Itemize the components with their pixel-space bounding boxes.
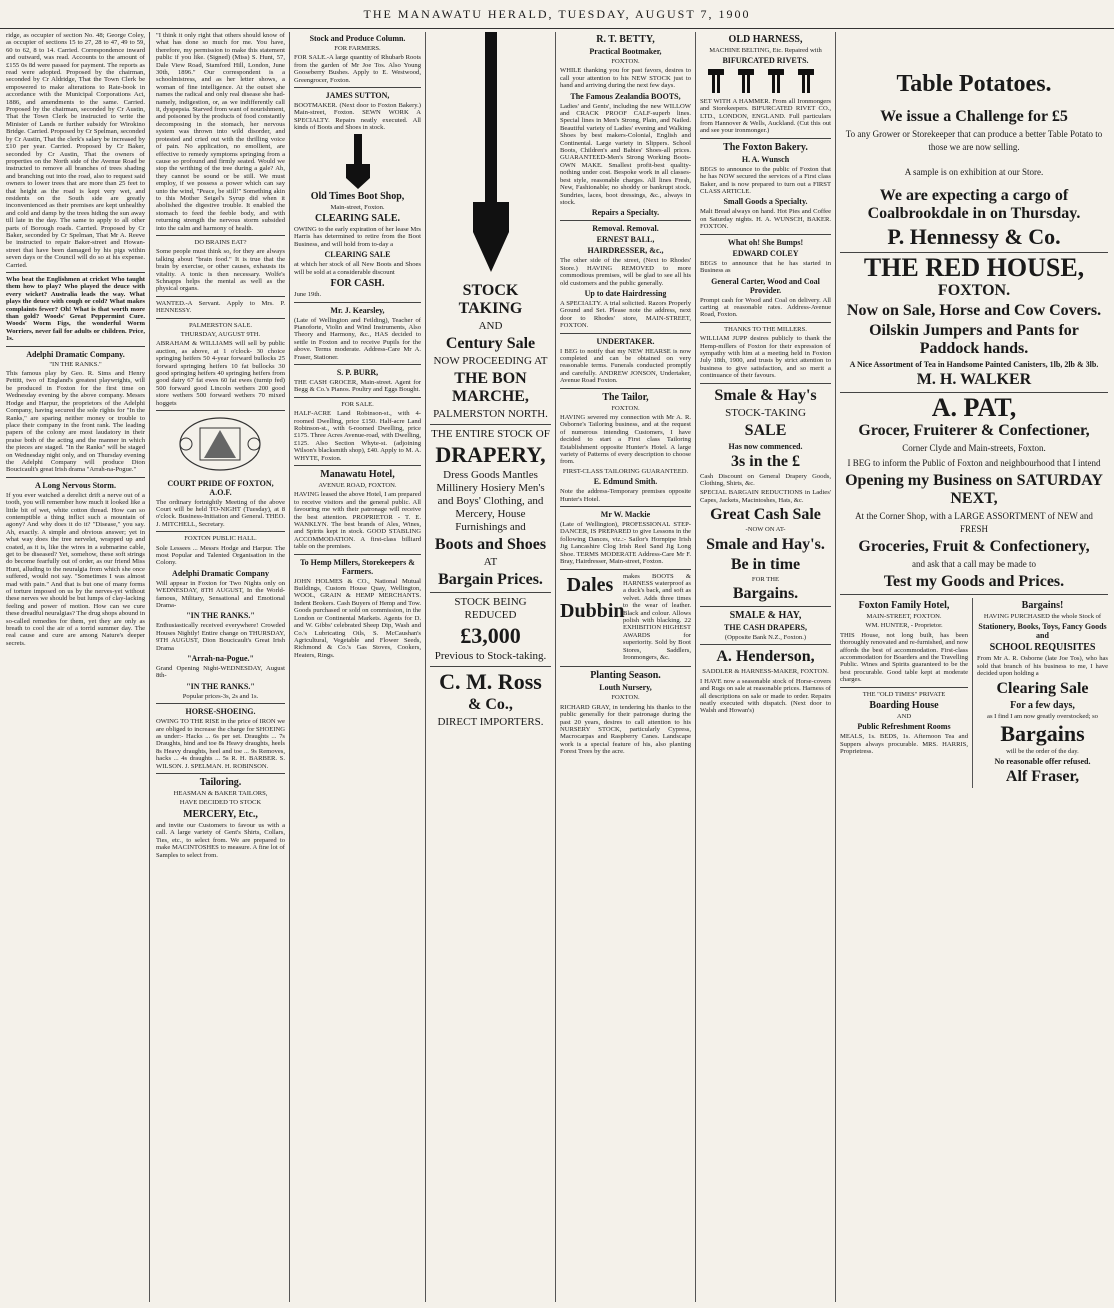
saddler-heading: SADDLER & HARNESS-MAKER, FOXTON.: [702, 668, 829, 676]
millers-text: WILLIAM JUPP desires publicly to thank the Hemp-millers of Foxton for their expression of sympathy with him at a meeting held in Foxton July 18th, 1900, and trusts by strict attention to business to give satisfaction, and so merit a continuance of their favours.: [700, 335, 831, 380]
stocktaking-heading: STOCK TAKING: [458, 282, 523, 317]
adelphi-ad-heading: Adelphi Dramatic Company: [172, 568, 269, 578]
heasman-text: HAVE DECIDED TO STOCK: [179, 799, 262, 807]
mackie-heading: Mr W. Mackie: [600, 510, 651, 520]
ball-sub: HAIRDRESSER, &c.,: [587, 246, 664, 256]
louth-text: RICHARD GRAY, in tendering his thanks to the public generally for their patronage during the past 20 years, desires to call attention to his NURSERY STOCK, particularly Cypress, Macrocarpas and Raspberry Canes. Landscape work is a special feature of his, also planting Forest Trees by the acre.: [560, 703, 691, 756]
tailoring-heading: Tailoring.: [199, 777, 242, 789]
smale-stocktaking: STOCK-TAKING: [725, 406, 806, 419]
smale-sale: SALE: [744, 421, 787, 439]
fraser-bargains: Bargains: [1000, 721, 1085, 747]
harness-heading: OLD HARNESS,: [728, 34, 803, 45]
tea-assortment: A Nice Assortment of Tea in Handsome Painted Canisters, 1lb, 2lb & 3lb.: [849, 360, 1099, 369]
undertaker-heading: UNDERTAKER.: [596, 336, 655, 346]
family-hotel-ad: [840, 598, 973, 788]
order-of-day: will be the order of the day.: [1006, 748, 1079, 756]
bumps-heading: What oh! She Bumps!: [727, 237, 804, 247]
special-bargain: SPECIAL BARGAIN REDUCTIONS in Ladies' Capes, Jackets, Macintoshes, Hats, &c.: [700, 489, 831, 504]
betty-sub: Practical Bootmaker,: [589, 47, 662, 56]
betty-location: FOXTON.: [611, 58, 640, 65]
direct-importers: DIRECT IMPORTERS.: [437, 716, 544, 728]
louth-location: FOXTON.: [611, 694, 640, 702]
wunsch-text: BEGS to announce to the public of Foxton that he has NOW secured the services of a First class Baker, and is now prepared to turn out a FIRST CLASS ARTICLE.: [700, 165, 831, 196]
hall-text: Sole Lessees ... Messrs Hodge and Harpur. The most Popular and Talented Organisation in the Colony.: [156, 544, 285, 567]
opening-business: Opening my Business on SATURDAY NEXT,: [845, 472, 1103, 507]
smale-hays: Smale and Hay's.: [706, 535, 825, 553]
family-hotel-text: THIS House, not long built, has been thoroughly renovated and re-furnished, and now affords the best of accommodation. First-class accommodation for Boarders and the Travelling Public. Wines and Spirits guaranteed to be the best procurable. Good table kept at moderate charges.: [840, 631, 968, 684]
arrah-title: "Arrah-na-Pogue.": [187, 654, 254, 663]
table-potatoes: Table Potatoes.: [896, 71, 1052, 97]
column-2: [152, 32, 290, 1302]
for-cash: FOR CASH.: [330, 278, 385, 290]
adelphi-article: This famous play by Geo. R. Sims and Henry Pettitt, two of England's greatest playwrights, will be produced in Foxton for the first time on Wednesday evening by the above company. Messrs Hodge and Harpur, the proprietors of the Adelphi Company, having secured the sole rights for "In the Ranks," are sparing neither money or trouble to place their company in the front rank. The leading papers of the colony are most laudatory in their praise both of the acting and the manner in which the pieces are staged. "In the Ranks" will be staged on Wednesday night only, and on Thursday evening the Adelphi Company will produce Dion Boucicault's great Irish drama "Arrah-na-Pogue.": [6, 370, 145, 474]
june-date: June 19th.: [294, 291, 322, 299]
grand-opening: Grand Opening Night-WEDNESDAY, August 8th-: [156, 665, 285, 680]
zealandia-heading: The Famous Zealandia BOOTS,: [570, 91, 681, 101]
school-requisites: SCHOOL REQUISITES: [989, 642, 1096, 654]
clearing-sale-heading: CLEARING SALE.: [314, 213, 401, 225]
louth-nursery: Louth Nursery,: [599, 683, 652, 693]
brains-heading: DO BRAINS EAT?: [194, 238, 247, 246]
brains-text: Some people must think so, for they are always talking about "brain food." It is true that the brain by exercise, or other causes, exhausts its vitality. A tonic is then necessary. Wolfe's Schnapps helps the mental as well as the physical organs.: [156, 248, 285, 293]
burr-text: THE CASH GROCER, Main-street. Agent for Begg & Co.'s Pianos. Poultry and Eggs Bought.: [294, 378, 421, 394]
adelphi-ad-text-2: Enthusiastically received everywhere! Crowded Houses Nightly! Entire change on THURSDAY, 9TH AUGUST, Dion Boucicault's Great Irish Drama: [156, 622, 285, 652]
beg-inform: I BEG to inform the Public of Foxton and neighbourhood that I intend: [847, 458, 1101, 468]
ball-text: The other side of the street, (Next to Rhodes' Store.) HAVING REMOVED to more commodious premises, will be glad to see all his old customers and the public generally.: [560, 257, 691, 287]
carter-text: Prompt cash for Wood and Coal on delivery. All carting at reasonable rates. Address-Avenue Road, Foxton.: [700, 296, 831, 319]
groceries-heading: Groceries, Fruit & Confectionery,: [858, 538, 1090, 555]
wunsch-name: H. A. Wunsch: [741, 154, 790, 164]
grocer-heading: Grocer, Fruiterer & Confectioner,: [858, 422, 1090, 439]
smith-name: E. Edmund Smith.: [593, 477, 658, 487]
sample-text: A sample is on exhibition at our Store.: [904, 167, 1044, 177]
bargain-prices: Bargain Prices.: [438, 571, 543, 588]
reduction-amount: £3,000: [460, 623, 521, 648]
palmerston-sale-heading: PALMERSTON SALE.: [188, 321, 253, 329]
palmerston-sale-date: THURSDAY, AUGUST 9TH.: [180, 331, 261, 339]
uptodate-text: A SPECIALTY. A trial solicited. Razors Properly Ground and Set. Please note the address, next door to Rhodes' store, MAIN-STREET, FOXTON.: [560, 299, 691, 330]
smale-hay-name: SMALE & HAY,: [729, 610, 802, 621]
dubbin-word: Dubbin: [560, 599, 625, 622]
adelphi-heading: Adelphi Dramatic Company.: [26, 349, 125, 359]
ross-name: C. M. Ross: [439, 669, 542, 694]
large-pointing-hand-icon: [430, 32, 551, 282]
at-word: AT: [483, 556, 498, 568]
column-7: [836, 32, 1112, 1302]
cure-article: "I think it only right that others should know of what has done so much for me. You have, therefore, my permission to make this statement public if you like. (Signed) (Miss) S. Hunt, 57, Dale View Road, Stamford Hill, London, June 30th, 1896." Our correspondent is a schoolmistress, and as her letter shows, a woman of fine intelligence. At the outset she names the radical and only real disease she had-namely, indigestion, or, as we indifferently call it, dyspepsia. Starved from want of nourishment, and poisoned by the products of food constantly decomposing in the stomach, her nervous system was thrown into wild disorder, and protested and cried out with the thrilling voice of pain. No application, no emollient, are effective to remedy symptoms springing from a cause so profound and firmly seated. Would we stop the writhing of the tree during a gale? Ah, they cannot be sound or be still. We must employ, if we possess a power which can say unto the wind, "Peace, be still!" Something akin to this Mother Seigel's Syrup did when it abolished the digestive trouble. It enabled the stomach to feed the feeble body, and with returning strength the nervous storm subsided into the calm and harmony of health.: [156, 32, 285, 232]
fraser-name: Alf Fraser,: [1005, 768, 1080, 786]
three-shillings: 3s in the £: [731, 452, 800, 470]
harness-text: SET WITH A HAMMER. From all Ironmongers and Storekeepers. BIFURCATED RIVET CO., LTD., LONDON, ENGLAND. Full particulars from Hannover & Wells, Auckland. (Cut this out and see your ironmonger.): [700, 97, 831, 135]
refreshment-rooms: Public Refreshment Rooms: [857, 722, 951, 732]
now-on-at: -NOW ON AT-: [745, 526, 786, 534]
clearing-sale: Clearing Sale: [996, 679, 1089, 697]
boarding-house: Boarding House: [869, 700, 939, 712]
uptodate-heading: Up to date Hairdressing: [584, 288, 667, 298]
mackie-text: (Late of Wellington), PROFESSIONAL STEP-DANCER, IS PREPARED to give Lessons in the following Dances, viz.:- Sailor's Hornpipe Irish Jig Lancashire Clog Irish Reel Sand Jig Long Shoe. TERMS MODERATE Address-Care Mr F. Bray, Hairdresser, Main-street, Foxton.: [560, 521, 691, 566]
challenge: We issue a Challenge for £5: [880, 108, 1068, 125]
meals-text: MEALS, 1s. BEDS, 1s. Afternoon Tea and Suppers always procurable. MRS. HARRIS, Proprietress.: [840, 733, 968, 756]
dales-text: makes BOOTS & HARNESS waterproof as a duck's back, and soft as velvet. Adds three times to the wear of leather. Black and colour. Allows polish with blacking. 22 EXHIBITION HIGHEST AWARDS for superiority. Sold by Boot Stores, Saddlers, Ironmongers, &c.: [623, 572, 691, 661]
betty-heading: R. T. BETTY,: [596, 34, 655, 45]
wanted-ad: WANTED.-A Servant. Apply to Mrs. P. HENNESSY.: [156, 299, 285, 315]
sutton-text: BOOTMAKER. (Next door to Foxton Bakery.) Main-street, Foxton. SEWN WORK A SPECIALTY. Repairs neatly executed. All kinds of Boots and Shoes in stock.: [294, 102, 421, 132]
court-text: The ordinary fortnightly Meeting of the above Court will be held TO-NIGHT (Tuesday), at 8 o'clock. Business-Initiation and General. THEO. J. MITCHELL, Secretary.: [156, 498, 285, 528]
small-goods-text: Malt Bread always on hand. Hot Pies and Coffee on Saturday nights. H. A. WUNSCH, BAKER. FOXTON.: [700, 208, 831, 231]
corner-address: Corner Clyde and Main-streets, Foxton.: [902, 443, 1046, 453]
for-farmers-text: FOR SALE.-A large quantity of Rhubarb Roots from the garden of Mr Joe Tos. Also Young Gooseberry Bushes. Apply to E. Westwood, Greengrocer, Foxton.: [294, 54, 421, 84]
hemp-text: JOHN HOLMES & CO., National Mutual Buildings, Custom House Quay, Wellington, WOOL, GRAIN & HEMP MERCHANTS. Indent Brokers. Cash Buyers of Hemp and Tow. Goods purchased or sold on commission, in the London or Continental Markets. Agents for D. and W. Gibbs' celebrated Sheep Dip, Wash and Co.'s Lubricating Oils, S. McCaushan's Agricultural, Vegetable and Flower Seeds, Richmond & Co.'s Gas Stoves, Cookers, Heaters, Rings.: [294, 577, 421, 659]
adelphi-ad-text: Will appear in Foxton for Two Nights only on WEDNESDAY, 8TH AUGUST, In the World-famous, Military, Sensational and Emotional Drama-: [156, 579, 285, 609]
previous-stocktaking: Previous to Stock-taking.: [434, 650, 547, 662]
smith-text: Note the address-Temporary premises opposite Hunter's Hotel.: [560, 488, 691, 503]
tailor-text: HAVING severed my connection with Mr A. R. Osborne's Tailoring business, and at the request of numerous intending Customers, I have decided to start a First class Tailoring Establishment opposite Hunter's Hotel. A large variety of Patterns of every description to choose from.: [560, 414, 691, 466]
kearsley-heading: Mr. J. Kearsley,: [330, 305, 385, 315]
smale-heading: Smale & Hay's: [714, 386, 817, 404]
foresters-emblem-icon: [156, 414, 284, 474]
for-sale-text: HALF-ACRE Land Robinson-st., with 4-roomed Dwelling, price £150. Half-acre Land Robinson-st., with 6-roomed Dwelling, price £175. Three Acres Avenue-road, with Dwelling, £125. Also Section Whyte-st. (adjoining Wilson's blacksmith shop), £40. Apply to M. A. WHYTE, Foxton.: [294, 410, 421, 462]
burr-heading: S. P. BURR,: [336, 367, 379, 377]
having-purchased: HAVING PURCHASED the whole Stock of: [983, 613, 1102, 620]
nervous-heading: A Long Nervous Storm.: [35, 480, 116, 490]
coalbrookdale: We are expecting a cargo of Coalbrookdale in on Thursday.: [867, 187, 1081, 222]
removal-heading: Removal. Removal.: [592, 224, 659, 234]
for-sale-heading: FOR SALE.: [341, 400, 374, 408]
oldtimes-heading: Old Times Boot Shop,: [310, 190, 405, 202]
millers-heading: THANKS TO THE MILLERS.: [724, 325, 807, 333]
ranks-banner-2: "IN THE RANKS.": [186, 681, 255, 691]
clearing-text: OWING to the early expiration of her lease Mrs Harris has determined to retire from the Boot Business, and will hold from to-day a: [294, 226, 421, 248]
bargains-heading: Bargains!: [1021, 600, 1064, 611]
heasman-name: HEASMAN & BAKER TAILORS,: [173, 790, 268, 798]
court-heading: COURT PRIDE OF FOXTON, A.O.F.: [167, 478, 274, 497]
pat-name: A. PAT,: [931, 393, 1017, 422]
from-osborne: From Mr A. R. Osborne (late Joe Tos), who has sold that branch of his business to me, I have decided upon holding a: [977, 655, 1108, 678]
cricket-riddle: Who beat the Englishmen at cricket Who taught them how to play? Who played the deuce with every wicket? Australia leads the way. What plays the deuce with cough or cold? What makes complaints fewer? Oh! What is that worth more than gold? Woods' Great Peppermint Cure. Woods' Worm Figs, the wonderful Worm Worriers, never fail for adults or children. Price, 1s.: [6, 276, 145, 343]
pointing-hand-icon: [294, 134, 421, 189]
corner-shop: At the Corner Shop, with a LARGE ASSORTMENT of NEW and FRESH: [855, 511, 1093, 534]
heasman-text-2: and invite our Customers to favour us with a call. A large variety of Gent's Shirts, Collars, Ties, etc., to select from. We are prepared to make MACINTOSHES to measure. A fine lot of Samples to select from.: [156, 821, 285, 859]
sutton-heading: JAMES SUTTON,: [325, 91, 390, 101]
walker-name: M. H. WALKER: [916, 371, 1032, 388]
and-word: AND: [478, 320, 503, 332]
be-in-time: Be in time: [730, 555, 801, 573]
manawatu-hotel-sub: AVENUE ROAD, FOXTON.: [318, 482, 397, 489]
nervous-article: If you ever watched a derelict drift a nerve out of a tooth, you will remember how much it looked like a little bit of wet, white cotton thread. How can so contemptible a thing inflict such a mountain of agony? And why does it do it? "Disease," you say. Ah, exactly. A simple and obvious answer; yet in what way does the tree nervelet, wrapped up and coated, as it is, like the wires in a submarine cable, get to be diseased? Yet, somehow, these soft strings do become fearfully out of order, as our friend Miss Hunt, alluding to the neuralgia from which she once suffered, would not say. "Sometimes I was almost mad with pain." And that is but one of many forms of torture imposed on us by the nerves-yet without these nerves we should be but lumps of clay-lacking feeling and power of motion. How can we cure these dreadful neuralgias? The drug shops abound in so-called remedies for them, yet they are only as breath to cool the air of a torrid summer day. The real cause and cure are among Nature's deeper secrets.: [6, 491, 145, 647]
challenge-text: To any Grower or Storekeeper that can produce a better Table Potato to those we are now selling.: [845, 129, 1103, 152]
column-6: [696, 32, 836, 1302]
great-cash-sale: Great Cash Sale: [710, 506, 821, 524]
carter-heading: General Carter, Wood and Coal Provider.: [711, 276, 820, 295]
column-5: [556, 32, 696, 1302]
horse-shoeing-text: OWING TO THE RISE in the price of IRON we are obliged to increase the charge for SHOEING as under:- Hacks ... 6s per set. Draughts ... 7s Draughts, hind and toe 8s Heavy draughts, heels 8s Heavy draughts, heel and toe ... 9s Removes, hacks ... 4s draughts ... 5s R. H. BARBER. S. WILSON. J. SPELMAN. H. ROBINSON.: [156, 718, 285, 770]
red-house: THE RED HOUSE,: [863, 253, 1085, 282]
harness-sub: MACHINE BELTING, Etc. Repaired with: [709, 47, 822, 54]
ball-heading: ERNEST BALL,: [596, 235, 655, 245]
dales-word: Dales: [566, 573, 614, 596]
now-proceeding: NOW PROCEEDING AT: [433, 355, 548, 367]
saddler-text: I HAVE now a seasonable stock of Horse-covers and Rugs on sale at reasonable prices. Harness of all descriptions on sale or made to order. Repairs neatly executed with dispatch. (Next door to Walsh and Howan's): [700, 677, 831, 715]
drapery-heading: DRAPERY,: [435, 442, 546, 467]
horse-shoeing-heading: HORSE-SHOEING.: [185, 707, 256, 717]
opposite-bank: (Opposite Bank N.Z., Foxton.): [724, 634, 807, 641]
for-the: FOR THE: [751, 575, 780, 583]
overstocked: as I find I am now greatly overstocked; so: [987, 712, 1098, 720]
family-hotel-location: MAIN-STREET, FOXTON.: [866, 613, 942, 620]
column-4: [426, 32, 556, 1302]
coley-text: BEGS to announce that he has started in Business as: [700, 259, 831, 275]
kearsley-text: (Late of Wellington and Feilding), Teacher of Pianoforte, Violin and Wind Instruments, Also Theory and Harmony, &c., HAS decided to settle in Foxton and to receive Pupils for the above. Terms moderate. Address-Care Mr A. Fraser, Stationer.: [294, 316, 421, 361]
manawatu-hotel-heading: Manawatu Hotel,: [320, 469, 395, 480]
oldtimes-sub: Main-street, Foxton.: [330, 203, 385, 211]
has-now-commenced: Has now commenced.: [728, 441, 803, 451]
boarding-and: AND: [896, 713, 912, 721]
fraser-ad: [973, 598, 1108, 788]
masthead: [0, 0, 1114, 29]
entire-stock: THE ENTIRE STOCK OF: [431, 428, 550, 440]
zealandia-text: Ladies' and Gents', including the new WILLOW and CRACK PROOF CALF-superb lines. Special lines in Men's Strong, Plain, and Nailed. Beautiful variety of Ladies' evening and Walking Shoes by best makers-Colonial, English and Continental. Large variety in Slippers. School Boots, Children's and Babies' Shoes-all prices. GUARANTEED-Men's Strong Working Boots-OWN MAKE. Smallest profit-best quality-nothing under cost. Bespoke work in all classes-best style, reasonable charges. All lines Fresh, New, Fashionable; no shoddy or bankrupt stock. Sundries, laces, boot dressings, &c., always in stock.: [560, 102, 691, 206]
century-sale: Century Sale: [445, 335, 536, 352]
henderson-name: A. Henderson,: [716, 648, 815, 666]
test-goods: Test my Goods and Prices.: [883, 573, 1065, 590]
bon-marche: THE BON MARCHE,: [452, 370, 529, 405]
for-farmers-heading: FOR FARMERS.: [334, 45, 381, 52]
bottom-ads: [840, 598, 1108, 788]
council-report: ridge, as occupier of section No. 48; George Coley, as occupier of sections 15 to 27, 28 to 47, 49 to 59, 60 to 62, 8 to 14. Carried. Correspondence inward and outward, was read. Accounts to the amount of £155 0s 8d were passed for payment. The reports as read were adopted. Proposed by the chairman, seconded by Cr Aldridge, That the Town Clerk be empowered to make alterations to Rate-book in accordance with the Municipal Corporations Act, 1886, and amendments to the same. Carried. Proposed by the chairman, seconded by Cr Austin, That the Town Clerk be instructed to write the Minister of Lands re further subsidy for Wirokino Bridge. Carried. Proposed by Cr Spelman, seconded by Cr Austin, That the clerk's salary be increased by £10 per year. Carried. Proposed by Cr Baker, seconded by Cr Austin, That the owners of properties on the North side of the Avenue Road be instructed to remove all branches of trees shading and branching out into the road, also to request said owners to lower trees that are more than 25 feet to that height as the road is kept very wet, and residents on the South side are greatly inconvenienced as their premises are kept unhealthy and cold and damp by the trees hiding the sun away till late in the day. The same to apply to all other parts of Borough roads. Carried. Proposed by Cr Baker, seconded by Cr Spelman, That Mr A. Reeve be instructed to repair Baker-street and Howan-street that have been damaged by his pigs within seven days or the Council will do so at his expense. Carried.: [6, 32, 145, 269]
oilskin: Oilskin Jumpers and Pants for Paddock hands.: [869, 322, 1079, 357]
smale-bargains: Bargains.: [732, 585, 799, 602]
red-house-location: FOXTON.: [937, 282, 1011, 299]
palmerston-sale-text: ABRAHAM & WILLIAMS will sell by public auction, as above, at 1 o'clock- 30 choice springing heifers 50 4-year forward bullocks 25 forward springing heifers 10 fat bullocks 30 good springing heifers 40 springing heifers from good dairy 67 fat ewes 60 fat ewes (turnip fed) 500 forward good Lincoln wethers 200 good store wethers 500 forward wethers 70 mixed hoggets: [156, 340, 285, 407]
hemp-heading: To Hemp Millers, Storekeepers & Farmers.: [300, 557, 415, 576]
coley-name: EDWARD COLEY: [732, 248, 799, 258]
first-class-tailoring: FIRST-CLASS TAILORING GUARANTEED.: [562, 467, 689, 475]
rivets-heading: BIFURCATED RIVETS.: [722, 56, 809, 66]
betty-text: WHILE thanking you for past favors, desires to call your attention to his NEW STOCK just to hand and arriving during the next few days.: [560, 67, 691, 90]
column-1: [2, 32, 150, 1302]
bakery-heading: The Foxton Bakery.: [723, 141, 808, 153]
old-times-private: THE "OLD TIMES" PRIVATE: [862, 690, 946, 698]
column-3: [290, 32, 426, 1302]
stock-produce-heading: Stock and Produce Column.: [309, 34, 406, 43]
ask-call: and ask that a call may be made to: [912, 559, 1036, 569]
mercery-title: MERCERY, Etc.,: [183, 808, 258, 820]
tailor-location: FOXTON.: [611, 404, 640, 412]
repairs-specialty: Repairs a Specialty.: [591, 208, 660, 218]
clearing-text-2: at which her stock of all New Boots and Shoes will be sold at a considerable discount: [294, 261, 421, 276]
dales-dubbin-ad: [560, 573, 691, 664]
palmerston-north: PALMERSTON NORTH.: [433, 408, 548, 420]
family-hotel-heading: Foxton Family Hotel,: [858, 600, 950, 611]
goods-list: Dress Goods Mantles Millinery Hosiery Men's and Boys' Clothing, and Mercery, House Furnishings and: [436, 469, 545, 533]
adelphi-subheading: "IN THE RANKS.": [49, 360, 102, 368]
stock-reduced: STOCK BEING REDUCED: [454, 596, 527, 621]
few-days: For a few days,: [1010, 699, 1075, 711]
small-goods: Small Goods a Specialty.: [723, 197, 808, 207]
hennessy-name: P. Hennessy & Co.: [887, 224, 1061, 249]
hunter-proprietor: WM. HUNTER, - Proprietor.: [865, 622, 943, 630]
manawatu-hotel-text: HAVING leased the above Hotel, I am prepared to receive visitors and the general public. All favouring me with their patronage will receive the best attention. PROPRIETOR - T. E. WANKLYN. The best brands of Ales, Wines, and Spirits kept in stock. GOOD STABLING ACCOMMODATION. A first-class billiard table on the premises.: [294, 491, 421, 551]
hall-heading: FOXTON PUBLIC HALL.: [184, 535, 257, 543]
popular-prices: Popular prices-3s, 2s and 1s.: [182, 692, 259, 700]
stationery-heading: Stationery, Books, Toys, Fancy Goods and: [978, 622, 1107, 641]
no-offer-refused: No reasonable offer refused.: [994, 757, 1091, 767]
clearing-sale-2: CLEARING SALE: [324, 250, 391, 260]
tailor-heading: The Tailor,: [602, 391, 649, 403]
rivets-icon: [700, 67, 830, 95]
horse-covers: Now on Sale, Horse and Cow Covers.: [846, 302, 1102, 319]
ranks-banner-1: "IN THE RANKS.": [186, 611, 255, 621]
boots-shoes: Boots and Shoes: [434, 536, 547, 553]
cash-discount: Cash Discount on General Drapery Goods, Clothing, Shirts, &c.: [700, 472, 831, 487]
ross-co: & Co.,: [468, 696, 513, 713]
masthead-title: THE MANAWATU HERALD, TUESDAY, AUGUST 7, 1900: [363, 6, 751, 21]
cash-drapers: THE CASH DRAPERS,: [724, 623, 807, 632]
planting-heading: Planting Season.: [590, 670, 661, 682]
undertaker-text: I BEG to notify that my NEW HEARSE is now completed and can be obtained on very reasonable terms. Funerals conducted promptly and carefully. ANDREW JONSON, Undertaker, Avenue Road Foxton.: [560, 347, 691, 385]
